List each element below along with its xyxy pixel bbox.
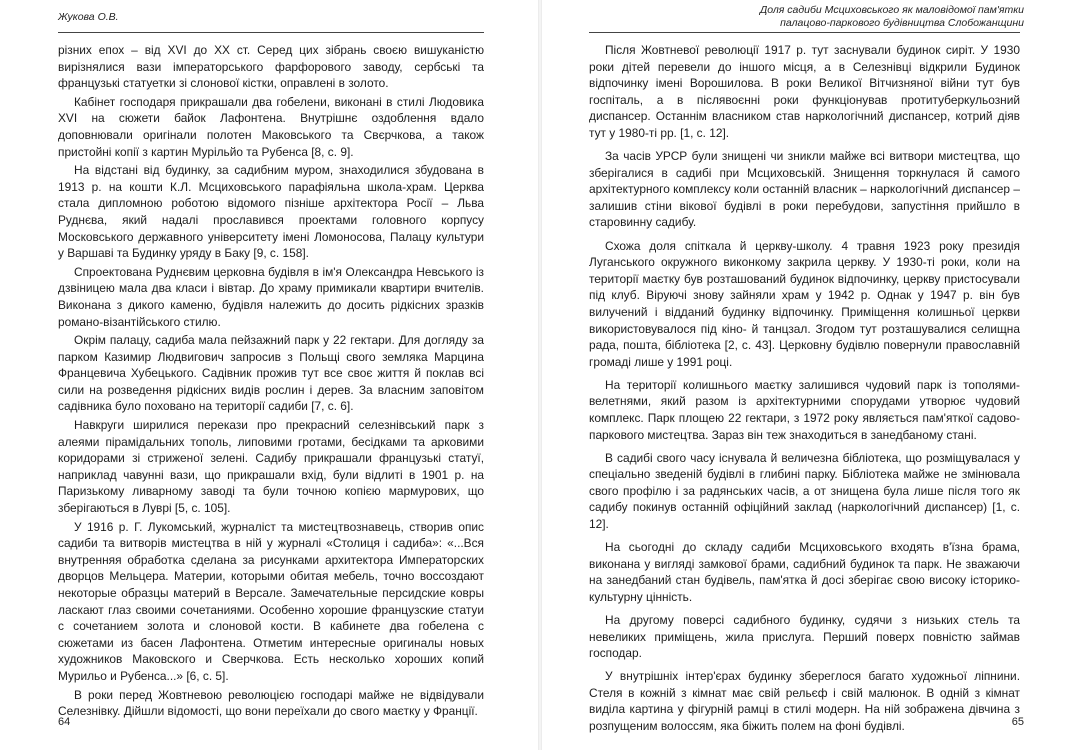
paragraph: Кабінет господаря прикрашали два гобелени, виконані в стилі Людовика XVI на сюжети байок Лафонтена. Внутрішнє оздоблення вдало доповнювали оригінали полотен Маковського та Свєрчкова, а також пристойні копії з картин Мурільйо та Рубенса [8, с. 9]. [58, 94, 484, 159]
paragraph: На відстані від будинку, за садибним муром, знаходилися збудована в 1913 р. на кошти К.Л. Мсциховського парафіяльна школа-храм. Церква стала дипломною роботою відомого пізніше архітектора Росії – Льва Руднєва, який надалі прославився проектами головного корпусу Московського державного університету імені Ломоносова, Палацу культури у Варшаві та Будинку уряду в Баку [9, с. 158]. [58, 163, 484, 261]
paragraph: різних епох – від XVI до XX ст. Серед цих зібрань своєю вишуканістю вирізнялися вази імператорського фарфорового заводу, сербські та французькі статуетки зі слонової кістки, оправлені в золото. [58, 43, 484, 91]
page-number: 64 [58, 716, 71, 728]
paragraph: За часів УРСР були знищені чи зникли майже всі витвори мистецтва, що зберігалися в садибі при Мсциховській. Знищення торкнулася й самого архітектурного комплексу коли останній власник – наркологічний диспансер – залишив стіни вікової будівлі в роки перебудови, запустіння прийшло в старовинну садибу. [589, 149, 1020, 230]
running-head-title [760, 4, 1024, 30]
left-page [0, 0, 538, 750]
paragraph: На території колишнього маєтку залишився чудовий парк із тополями-велетнями, який разом із архітектурними спорудами утворює чудовий комплекс. Парк площею 22 гектари, з 1972 року являється пам'яткої садово-паркового мистецтва. Зараз він теж знаходиться в занедбаному стані. [589, 377, 1020, 442]
paragraph: Після Жовтневої революції 1917 р. тут заснували будинок сиріт. У 1930 роки дітей перевели до іншого місця, а в Селезнівці відкрили Будинок відпочинку імені Ворошилова. В роки Великої Вітчизняної війни тут був госпіталь, а в післявоєнні роки функціонував протитуберкульозний диспансер. Останнім власником став наркологічний диспансер, котрий діяв тут у 1980-ті рр. [1, с. 12]. [589, 43, 1020, 140]
header-rule [58, 32, 484, 33]
right-page-body [589, 42, 1020, 741]
paragraph: На другому поверсі садибного будинку, судячи з низьких стель та невеликих приміщень, жила прислуга. Перший поверх повністю займав господар. [589, 613, 1020, 661]
running-head-line: палацово-паркового будівництва Слобожанщини [780, 17, 1024, 29]
page-number: 65 [1011, 716, 1024, 728]
paragraph: Спроектована Руднєвим церковна будівля в ім'я Олександра Невського із дзвіницею мала два класи і вівтар. До храму примикали квартири вчителів. Виконана з дикого каменю, будівля належить до досить рідкісних зразків романо-візантійського стилю. [58, 264, 484, 329]
paragraph: У 1916 р. Г. Лукомський, журналіст та мистецтвознавець, створив опис садиби та витворів мистецтва в ній у журналі «Столиця і садиба»: «...Вся внутренняя обработка сделана за рисунками архитектора Императорских дворцов Мельцера. Материи, которыми обитая мебель, точно воссоздают некоторые образцы материй в Версале. Замечательные персидские ковры ласкают глаз своими сочетаниями. Особенно хорошие французские статуи с сочетанием золота и слоновой кости. В кабинете два гобелена с сюжетами из басен Лафонтена. Отметим интересные оригиналы новых художников Маковского и Сверчкова. Есть несколько хороших копий Мурильо и Рубенса...» [6, с. 5]. [58, 519, 484, 683]
paragraph: В роки перед Жовтневою революцією господарі майже не відвідували Селезнівку. Дійшли відомості, що вони переїхали до свого маєтку у Франції. [58, 687, 484, 719]
paragraph: На сьогодні до складу садиби Мсциховського входять в'їзна брама, виконана у вигляді замкової брами, садибний будинок та парк. Не зважаючи на занедбаний стан будівель, пам'ятка й досі зберігає свою високу історико-культурну цінність. [589, 540, 1020, 604]
paragraph: Навкруги ширилися перекази про прекрасний селезнівський парк з алеями пірамідальних тополь, липовими гротами, бесідками та арковими коридорами зі стриженої зелені. Садибу прикрашали французькі статуї, наприклад чавунні вази, що прикрашали вхід, були відлиті в 1901 р. на Паризькому ливарному заводі та були точною копією мармурових, що зберігаються в Луврі [5, с. 105]. [58, 418, 484, 516]
right-page [542, 0, 1080, 750]
paragraph: Схожа доля спіткала й церкву-школу. 4 травня 1923 року президія Луганського окружного виконкому закрила церкву. У 1930-ті роки, коли на території маєтку був розташований будинок відпочинку, церкву пристосували під клуб. Віруючі знову зайняли храм у 1942 р. Однак у 1947 р. він був вилучений і відданий будинку відпочинку. Приміщення колишньої церкви використовувалося під кіно- й танцзал. Згодом тут розташувалися селищна рада, пошта, бібліотека [2, с. 43]. Церковну будівлю повернули православній громаді лише у 1991 році. [589, 238, 1020, 369]
paragraph: В садибі свого часу існувала й величезна бібліотека, що розміщувалася у спеціально зведеній будівлі в глибині парку. Бібліотека майже не змінювала свого профілю і за радянських часів, а от знищена була лише після того як садибу покинув останній офіційний заклад (наркологічний диспансер) [1, с. 12]. [589, 450, 1020, 532]
paragraph: У внутрішніх інтер'єрах будинку збереглося багато художньої ліпнини. Стеля в кожній з кімнат має свій рельєф і свій малюнок. В одній з кімнат виділа картина у фігурній рамці в стилі модерн. На ній зображена дівчина з розпущеним волоссям, яка біжить полем на фоні будівлі. [589, 669, 1020, 734]
running-head-line: Доля садиби Мсциховського як маловідомої пам'ятки [759, 4, 1024, 16]
left-page-body [58, 42, 484, 722]
header-rule [589, 32, 1020, 33]
running-head-author: Жукова О.В. [58, 11, 119, 23]
paragraph: Окрім палацу, садиба мала пейзажний парк у 22 гектари. Для догляду за парком Казимир Людвигович запросив з Польщі свого земляка Марцина Францевича Хубецького. Садівник прожив тут все своє життя й поклав всі сили на розведення рідкісних видів рослин і дерев. За власним заповітом садівника було поховано на території садиби [7, с. 6]. [58, 333, 484, 414]
